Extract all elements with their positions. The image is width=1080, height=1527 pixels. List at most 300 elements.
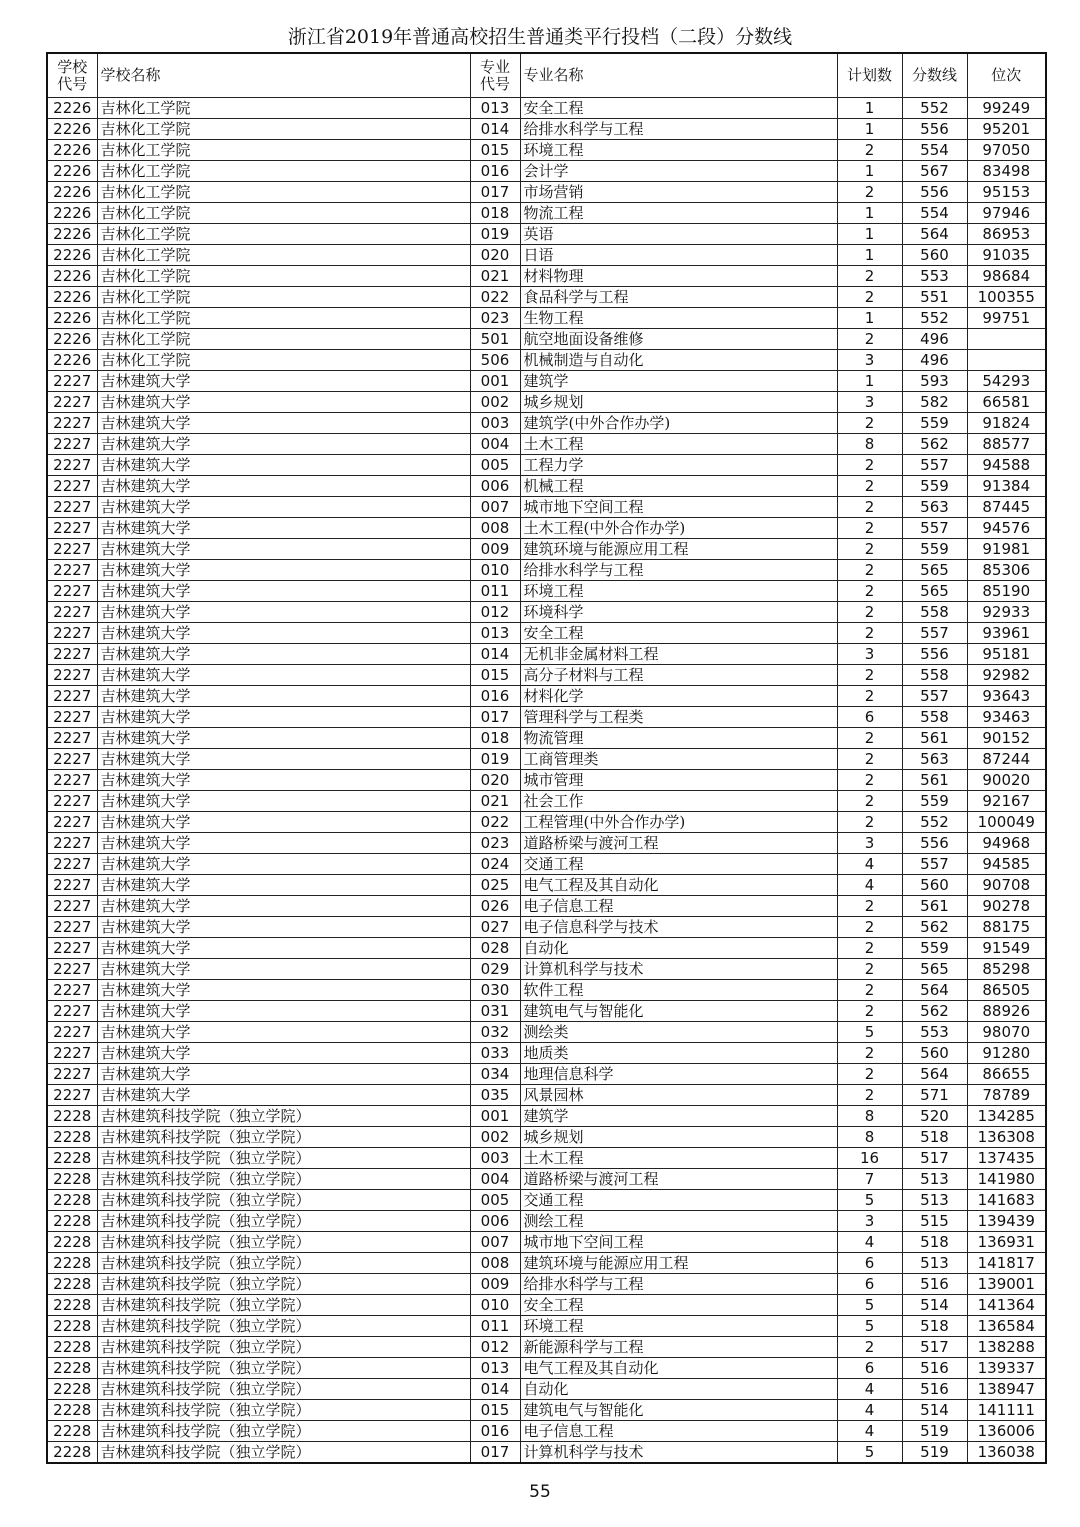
plan-cell: 5 bbox=[837, 1316, 902, 1337]
plan-cell: 8 bbox=[837, 1106, 902, 1127]
table-row bbox=[47, 791, 1046, 812]
school-name-cell: 吉林建筑大学 bbox=[97, 749, 470, 770]
rank-cell: 95181 bbox=[967, 644, 1046, 665]
school-code-cell: 2226 bbox=[47, 224, 97, 245]
plan-cell: 2 bbox=[837, 728, 902, 749]
major-name-cell: 新能源科学与工程 bbox=[520, 1337, 837, 1358]
rank-cell: 86505 bbox=[967, 980, 1046, 1001]
header-row bbox=[47, 53, 1046, 98]
major-name-cell: 给排水科学与工程 bbox=[520, 560, 837, 581]
school-name-cell: 吉林建筑科技学院（独立学院） bbox=[97, 1316, 470, 1337]
score-cell: 552 bbox=[902, 98, 967, 119]
plan-cell: 6 bbox=[837, 707, 902, 728]
school-code-cell: 2227 bbox=[47, 518, 97, 539]
major-code-cell: 016 bbox=[470, 1421, 520, 1442]
school-name-cell: 吉林建筑大学 bbox=[97, 371, 470, 392]
major-name-cell: 食品科学与工程 bbox=[520, 287, 837, 308]
major-name-cell: 建筑电气与智能化 bbox=[520, 1400, 837, 1421]
table-row bbox=[47, 581, 1046, 602]
plan-cell: 2 bbox=[837, 623, 902, 644]
major-code-cell: 035 bbox=[470, 1085, 520, 1106]
rank-cell: 100049 bbox=[967, 812, 1046, 833]
rank-cell bbox=[967, 329, 1046, 350]
table-row bbox=[47, 770, 1046, 791]
table-row bbox=[47, 959, 1046, 980]
major-code-cell: 020 bbox=[470, 770, 520, 791]
major-code-cell: 006 bbox=[470, 1211, 520, 1232]
major-name-cell: 土木工程 bbox=[520, 434, 837, 455]
school-name-cell: 吉林建筑大学 bbox=[97, 413, 470, 434]
school-name-cell: 吉林建筑科技学院（独立学院） bbox=[97, 1295, 470, 1316]
table-row bbox=[47, 1148, 1046, 1169]
major-code-cell: 506 bbox=[470, 350, 520, 371]
table-row bbox=[47, 854, 1046, 875]
major-code-cell: 004 bbox=[470, 1169, 520, 1190]
school-code-cell: 2227 bbox=[47, 602, 97, 623]
score-cell: 557 bbox=[902, 686, 967, 707]
major-name-cell: 安全工程 bbox=[520, 1295, 837, 1316]
major-code-cell: 012 bbox=[470, 1337, 520, 1358]
table-row bbox=[47, 245, 1046, 266]
school-name-cell: 吉林建筑科技学院（独立学院） bbox=[97, 1379, 470, 1400]
plan-cell: 6 bbox=[837, 1358, 902, 1379]
major-code-cell: 017 bbox=[470, 1442, 520, 1464]
header-school-name: 学校名称 bbox=[97, 53, 470, 98]
plan-cell: 5 bbox=[837, 1295, 902, 1316]
plan-cell: 2 bbox=[837, 1085, 902, 1106]
school-code-cell: 2226 bbox=[47, 140, 97, 161]
score-cell: 518 bbox=[902, 1127, 967, 1148]
major-name-cell: 计算机科学与技术 bbox=[520, 1442, 837, 1464]
school-name-cell: 吉林建筑大学 bbox=[97, 833, 470, 854]
major-name-cell: 电气工程及其自动化 bbox=[520, 875, 837, 896]
school-code-cell: 2227 bbox=[47, 413, 97, 434]
school-code-cell: 2226 bbox=[47, 98, 97, 119]
rank-cell: 136006 bbox=[967, 1421, 1046, 1442]
school-name-cell: 吉林建筑大学 bbox=[97, 392, 470, 413]
major-name-cell: 环境工程 bbox=[520, 1316, 837, 1337]
score-cell: 565 bbox=[902, 959, 967, 980]
score-cell: 561 bbox=[902, 896, 967, 917]
table-row bbox=[47, 434, 1046, 455]
score-cell: 513 bbox=[902, 1169, 967, 1190]
score-cell: 556 bbox=[902, 119, 967, 140]
major-name-cell: 日语 bbox=[520, 245, 837, 266]
school-name-cell: 吉林建筑大学 bbox=[97, 434, 470, 455]
rank-cell: 99249 bbox=[967, 98, 1046, 119]
header-rank: 位次 bbox=[967, 53, 1046, 98]
major-code-cell: 023 bbox=[470, 308, 520, 329]
school-code-cell: 2227 bbox=[47, 1085, 97, 1106]
table-row bbox=[47, 1337, 1046, 1358]
school-code-cell: 2228 bbox=[47, 1442, 97, 1464]
plan-cell: 2 bbox=[837, 455, 902, 476]
score-cell: 557 bbox=[902, 455, 967, 476]
school-name-cell: 吉林建筑大学 bbox=[97, 476, 470, 497]
score-cell: 496 bbox=[902, 350, 967, 371]
plan-cell: 2 bbox=[837, 917, 902, 938]
major-code-cell: 016 bbox=[470, 161, 520, 182]
major-code-cell: 028 bbox=[470, 938, 520, 959]
plan-cell: 2 bbox=[837, 329, 902, 350]
table-row bbox=[47, 1169, 1046, 1190]
plan-cell: 2 bbox=[837, 602, 902, 623]
major-name-cell: 建筑学 bbox=[520, 371, 837, 392]
plan-cell: 2 bbox=[837, 686, 902, 707]
plan-cell: 4 bbox=[837, 875, 902, 896]
plan-cell: 2 bbox=[837, 140, 902, 161]
table-row bbox=[47, 1232, 1046, 1253]
rank-cell: 90708 bbox=[967, 875, 1046, 896]
major-name-cell: 安全工程 bbox=[520, 623, 837, 644]
rank-cell: 139001 bbox=[967, 1274, 1046, 1295]
school-code-cell: 2227 bbox=[47, 581, 97, 602]
school-code-cell: 2227 bbox=[47, 749, 97, 770]
school-name-cell: 吉林建筑科技学院（独立学院） bbox=[97, 1169, 470, 1190]
major-name-cell: 城市地下空间工程 bbox=[520, 497, 837, 518]
major-code-cell: 014 bbox=[470, 644, 520, 665]
school-code-cell: 2227 bbox=[47, 833, 97, 854]
school-code-cell: 2227 bbox=[47, 1022, 97, 1043]
school-code-cell: 2228 bbox=[47, 1295, 97, 1316]
score-cell: 562 bbox=[902, 917, 967, 938]
rank-cell: 83498 bbox=[967, 161, 1046, 182]
major-code-cell: 013 bbox=[470, 98, 520, 119]
plan-cell: 1 bbox=[837, 224, 902, 245]
major-code-cell: 001 bbox=[470, 371, 520, 392]
score-cell: 517 bbox=[902, 1337, 967, 1358]
plan-cell: 4 bbox=[837, 854, 902, 875]
school-name-cell: 吉林建筑科技学院（独立学院） bbox=[97, 1106, 470, 1127]
major-code-cell: 022 bbox=[470, 287, 520, 308]
rank-cell: 137435 bbox=[967, 1148, 1046, 1169]
major-name-cell: 英语 bbox=[520, 224, 837, 245]
major-name-cell: 市场营销 bbox=[520, 182, 837, 203]
plan-cell: 2 bbox=[837, 518, 902, 539]
major-code-cell: 031 bbox=[470, 1001, 520, 1022]
plan-cell: 3 bbox=[837, 1211, 902, 1232]
school-name-cell: 吉林建筑大学 bbox=[97, 665, 470, 686]
rank-cell: 98070 bbox=[967, 1022, 1046, 1043]
major-code-cell: 004 bbox=[470, 434, 520, 455]
rank-cell: 139439 bbox=[967, 1211, 1046, 1232]
major-name-cell: 交通工程 bbox=[520, 854, 837, 875]
header-major-code-text: 专业 代号 bbox=[479, 57, 510, 93]
major-code-cell: 013 bbox=[470, 623, 520, 644]
rank-cell: 141683 bbox=[967, 1190, 1046, 1211]
rank-cell: 85298 bbox=[967, 959, 1046, 980]
table-row bbox=[47, 1442, 1046, 1464]
school-name-cell: 吉林建筑大学 bbox=[97, 917, 470, 938]
major-name-cell: 材料物理 bbox=[520, 266, 837, 287]
score-cell: 515 bbox=[902, 1211, 967, 1232]
school-name-cell: 吉林建筑大学 bbox=[97, 980, 470, 1001]
school-name-cell: 吉林化工学院 bbox=[97, 182, 470, 203]
plan-cell: 2 bbox=[837, 1064, 902, 1085]
school-code-cell: 2227 bbox=[47, 686, 97, 707]
major-name-cell: 测绘工程 bbox=[520, 1211, 837, 1232]
school-name-cell: 吉林建筑科技学院（独立学院） bbox=[97, 1211, 470, 1232]
score-cell: 516 bbox=[902, 1379, 967, 1400]
major-code-cell: 006 bbox=[470, 476, 520, 497]
rank-cell: 94968 bbox=[967, 833, 1046, 854]
school-code-cell: 2226 bbox=[47, 182, 97, 203]
school-name-cell: 吉林建筑大学 bbox=[97, 623, 470, 644]
rank-cell: 136038 bbox=[967, 1442, 1046, 1464]
rank-cell: 94588 bbox=[967, 455, 1046, 476]
score-cell: 557 bbox=[902, 623, 967, 644]
school-code-cell: 2227 bbox=[47, 560, 97, 581]
score-cell: 561 bbox=[902, 728, 967, 749]
major-code-cell: 007 bbox=[470, 1232, 520, 1253]
plan-cell: 8 bbox=[837, 434, 902, 455]
major-name-cell: 电气工程及其自动化 bbox=[520, 1358, 837, 1379]
school-name-cell: 吉林建筑大学 bbox=[97, 686, 470, 707]
major-code-cell: 014 bbox=[470, 1379, 520, 1400]
table-row bbox=[47, 875, 1046, 896]
plan-cell: 2 bbox=[837, 896, 902, 917]
score-cell: 560 bbox=[902, 1043, 967, 1064]
school-code-cell: 2226 bbox=[47, 287, 97, 308]
score-cell: 562 bbox=[902, 1001, 967, 1022]
major-code-cell: 019 bbox=[470, 749, 520, 770]
table-row bbox=[47, 1022, 1046, 1043]
score-cell: 567 bbox=[902, 161, 967, 182]
rank-cell: 136931 bbox=[967, 1232, 1046, 1253]
rank-cell: 139337 bbox=[967, 1358, 1046, 1379]
score-cell: 560 bbox=[902, 875, 967, 896]
school-code-cell: 2228 bbox=[47, 1253, 97, 1274]
rank-cell: 93961 bbox=[967, 623, 1046, 644]
major-code-cell: 008 bbox=[470, 1253, 520, 1274]
rank-cell: 100355 bbox=[967, 287, 1046, 308]
school-name-cell: 吉林建筑大学 bbox=[97, 518, 470, 539]
school-code-cell: 2227 bbox=[47, 917, 97, 938]
plan-cell: 2 bbox=[837, 1337, 902, 1358]
school-code-cell: 2227 bbox=[47, 959, 97, 980]
major-code-cell: 023 bbox=[470, 833, 520, 854]
major-code-cell: 030 bbox=[470, 980, 520, 1001]
major-name-cell: 道路桥梁与渡河工程 bbox=[520, 1169, 837, 1190]
major-code-cell: 009 bbox=[470, 1274, 520, 1295]
major-code-cell: 018 bbox=[470, 203, 520, 224]
rank-cell: 85190 bbox=[967, 581, 1046, 602]
school-name-cell: 吉林建筑大学 bbox=[97, 581, 470, 602]
major-name-cell: 高分子材料与工程 bbox=[520, 665, 837, 686]
score-cell: 561 bbox=[902, 770, 967, 791]
major-name-cell: 安全工程 bbox=[520, 98, 837, 119]
score-cell: 557 bbox=[902, 854, 967, 875]
major-name-cell: 交通工程 bbox=[520, 1190, 837, 1211]
major-name-cell: 航空地面设备维修 bbox=[520, 329, 837, 350]
school-name-cell: 吉林建筑大学 bbox=[97, 539, 470, 560]
score-cell: 558 bbox=[902, 602, 967, 623]
score-cell: 565 bbox=[902, 560, 967, 581]
plan-cell: 1 bbox=[837, 203, 902, 224]
plan-cell: 2 bbox=[837, 959, 902, 980]
score-cell: 582 bbox=[902, 392, 967, 413]
major-code-cell: 022 bbox=[470, 812, 520, 833]
table-row bbox=[47, 476, 1046, 497]
major-code-cell: 009 bbox=[470, 539, 520, 560]
table-row bbox=[47, 539, 1046, 560]
major-code-cell: 017 bbox=[470, 707, 520, 728]
major-name-cell: 给排水科学与工程 bbox=[520, 119, 837, 140]
score-cell: 514 bbox=[902, 1400, 967, 1421]
plan-cell: 2 bbox=[837, 266, 902, 287]
major-name-cell: 环境工程 bbox=[520, 581, 837, 602]
rank-cell: 91384 bbox=[967, 476, 1046, 497]
major-name-cell: 城乡规划 bbox=[520, 392, 837, 413]
plan-cell: 3 bbox=[837, 392, 902, 413]
school-code-cell: 2227 bbox=[47, 980, 97, 1001]
table-row bbox=[47, 224, 1046, 245]
table-row bbox=[47, 1085, 1046, 1106]
school-name-cell: 吉林建筑科技学院（独立学院） bbox=[97, 1253, 470, 1274]
rank-cell: 86953 bbox=[967, 224, 1046, 245]
table-row bbox=[47, 980, 1046, 1001]
rank-cell: 138947 bbox=[967, 1379, 1046, 1400]
rank-cell: 88926 bbox=[967, 1001, 1046, 1022]
school-name-cell: 吉林建筑大学 bbox=[97, 770, 470, 791]
school-name-cell: 吉林化工学院 bbox=[97, 98, 470, 119]
table-row bbox=[47, 560, 1046, 581]
plan-cell: 2 bbox=[837, 560, 902, 581]
major-name-cell: 自动化 bbox=[520, 938, 837, 959]
rank-cell: 91824 bbox=[967, 413, 1046, 434]
score-cell: 517 bbox=[902, 1148, 967, 1169]
table-row bbox=[47, 833, 1046, 854]
major-name-cell: 环境科学 bbox=[520, 602, 837, 623]
plan-cell: 2 bbox=[837, 287, 902, 308]
table-row bbox=[47, 1316, 1046, 1337]
major-name-cell: 城市地下空间工程 bbox=[520, 1232, 837, 1253]
rank-cell: 93643 bbox=[967, 686, 1046, 707]
plan-cell: 8 bbox=[837, 1127, 902, 1148]
major-name-cell: 自动化 bbox=[520, 1379, 837, 1400]
major-name-cell: 土木工程(中外合作办学) bbox=[520, 518, 837, 539]
header-score: 分数线 bbox=[902, 53, 967, 98]
major-code-cell: 016 bbox=[470, 686, 520, 707]
table-row bbox=[47, 371, 1046, 392]
major-code-cell: 003 bbox=[470, 1148, 520, 1169]
school-name-cell: 吉林建筑大学 bbox=[97, 560, 470, 581]
major-code-cell: 026 bbox=[470, 896, 520, 917]
major-code-cell: 018 bbox=[470, 728, 520, 749]
major-name-cell: 环境工程 bbox=[520, 140, 837, 161]
score-cell: 556 bbox=[902, 644, 967, 665]
header-major-code bbox=[470, 53, 520, 98]
rank-cell: 98684 bbox=[967, 266, 1046, 287]
major-code-cell: 024 bbox=[470, 854, 520, 875]
plan-cell: 2 bbox=[837, 938, 902, 959]
major-name-cell: 无机非金属材料工程 bbox=[520, 644, 837, 665]
major-code-cell: 032 bbox=[470, 1022, 520, 1043]
major-code-cell: 501 bbox=[470, 329, 520, 350]
major-name-cell: 物流工程 bbox=[520, 203, 837, 224]
school-code-cell: 2227 bbox=[47, 497, 97, 518]
major-code-cell: 027 bbox=[470, 917, 520, 938]
plan-cell: 3 bbox=[837, 350, 902, 371]
table-row bbox=[47, 1190, 1046, 1211]
plan-cell: 2 bbox=[837, 980, 902, 1001]
plan-cell: 16 bbox=[837, 1148, 902, 1169]
table-row bbox=[47, 1358, 1046, 1379]
school-code-cell: 2227 bbox=[47, 392, 97, 413]
school-name-cell: 吉林建筑科技学院（独立学院） bbox=[97, 1127, 470, 1148]
school-code-cell: 2227 bbox=[47, 539, 97, 560]
school-name-cell: 吉林化工学院 bbox=[97, 308, 470, 329]
table-row bbox=[47, 644, 1046, 665]
table-row bbox=[47, 707, 1046, 728]
school-code-cell: 2228 bbox=[47, 1421, 97, 1442]
score-cell: 513 bbox=[902, 1253, 967, 1274]
table-row bbox=[47, 161, 1046, 182]
major-code-cell: 012 bbox=[470, 602, 520, 623]
school-code-cell: 2227 bbox=[47, 434, 97, 455]
major-name-cell: 建筑电气与智能化 bbox=[520, 1001, 837, 1022]
rank-cell: 90020 bbox=[967, 770, 1046, 791]
school-name-cell: 吉林建筑科技学院（独立学院） bbox=[97, 1337, 470, 1358]
major-code-cell: 021 bbox=[470, 791, 520, 812]
table-row bbox=[47, 1379, 1046, 1400]
score-cell: 559 bbox=[902, 476, 967, 497]
major-name-cell: 风景园林 bbox=[520, 1085, 837, 1106]
major-name-cell: 工程力学 bbox=[520, 455, 837, 476]
school-name-cell: 吉林化工学院 bbox=[97, 266, 470, 287]
table-row bbox=[47, 392, 1046, 413]
header-school-code-text: 学校 代号 bbox=[57, 57, 88, 93]
school-name-cell: 吉林建筑科技学院（独立学院） bbox=[97, 1442, 470, 1464]
score-cell: 554 bbox=[902, 203, 967, 224]
table-row bbox=[47, 1127, 1046, 1148]
major-code-cell: 020 bbox=[470, 245, 520, 266]
score-cell: 559 bbox=[902, 791, 967, 812]
plan-cell: 4 bbox=[837, 1400, 902, 1421]
plan-cell: 1 bbox=[837, 161, 902, 182]
score-cell: 518 bbox=[902, 1232, 967, 1253]
major-code-cell: 015 bbox=[470, 665, 520, 686]
major-name-cell: 电子信息科学与技术 bbox=[520, 917, 837, 938]
school-name-cell: 吉林化工学院 bbox=[97, 119, 470, 140]
plan-cell: 2 bbox=[837, 770, 902, 791]
school-code-cell: 2227 bbox=[47, 644, 97, 665]
rank-cell: 87244 bbox=[967, 749, 1046, 770]
major-name-cell: 计算机科学与技术 bbox=[520, 959, 837, 980]
school-name-cell: 吉林建筑科技学院（独立学院） bbox=[97, 1400, 470, 1421]
score-cell: 559 bbox=[902, 413, 967, 434]
school-name-cell: 吉林化工学院 bbox=[97, 224, 470, 245]
school-code-cell: 2228 bbox=[47, 1211, 97, 1232]
school-name-cell: 吉林建筑大学 bbox=[97, 1022, 470, 1043]
rank-cell: 95153 bbox=[967, 182, 1046, 203]
table-row bbox=[47, 665, 1046, 686]
rank-cell: 87445 bbox=[967, 497, 1046, 518]
plan-cell: 2 bbox=[837, 812, 902, 833]
school-code-cell: 2227 bbox=[47, 476, 97, 497]
rank-cell: 92933 bbox=[967, 602, 1046, 623]
rank-cell: 95201 bbox=[967, 119, 1046, 140]
score-cell: 564 bbox=[902, 980, 967, 1001]
major-code-cell: 001 bbox=[470, 1106, 520, 1127]
major-name-cell: 土木工程 bbox=[520, 1148, 837, 1169]
score-cell: 518 bbox=[902, 1316, 967, 1337]
major-code-cell: 025 bbox=[470, 875, 520, 896]
major-code-cell: 002 bbox=[470, 1127, 520, 1148]
school-name-cell: 吉林建筑大学 bbox=[97, 896, 470, 917]
school-code-cell: 2227 bbox=[47, 896, 97, 917]
school-name-cell: 吉林建筑大学 bbox=[97, 728, 470, 749]
